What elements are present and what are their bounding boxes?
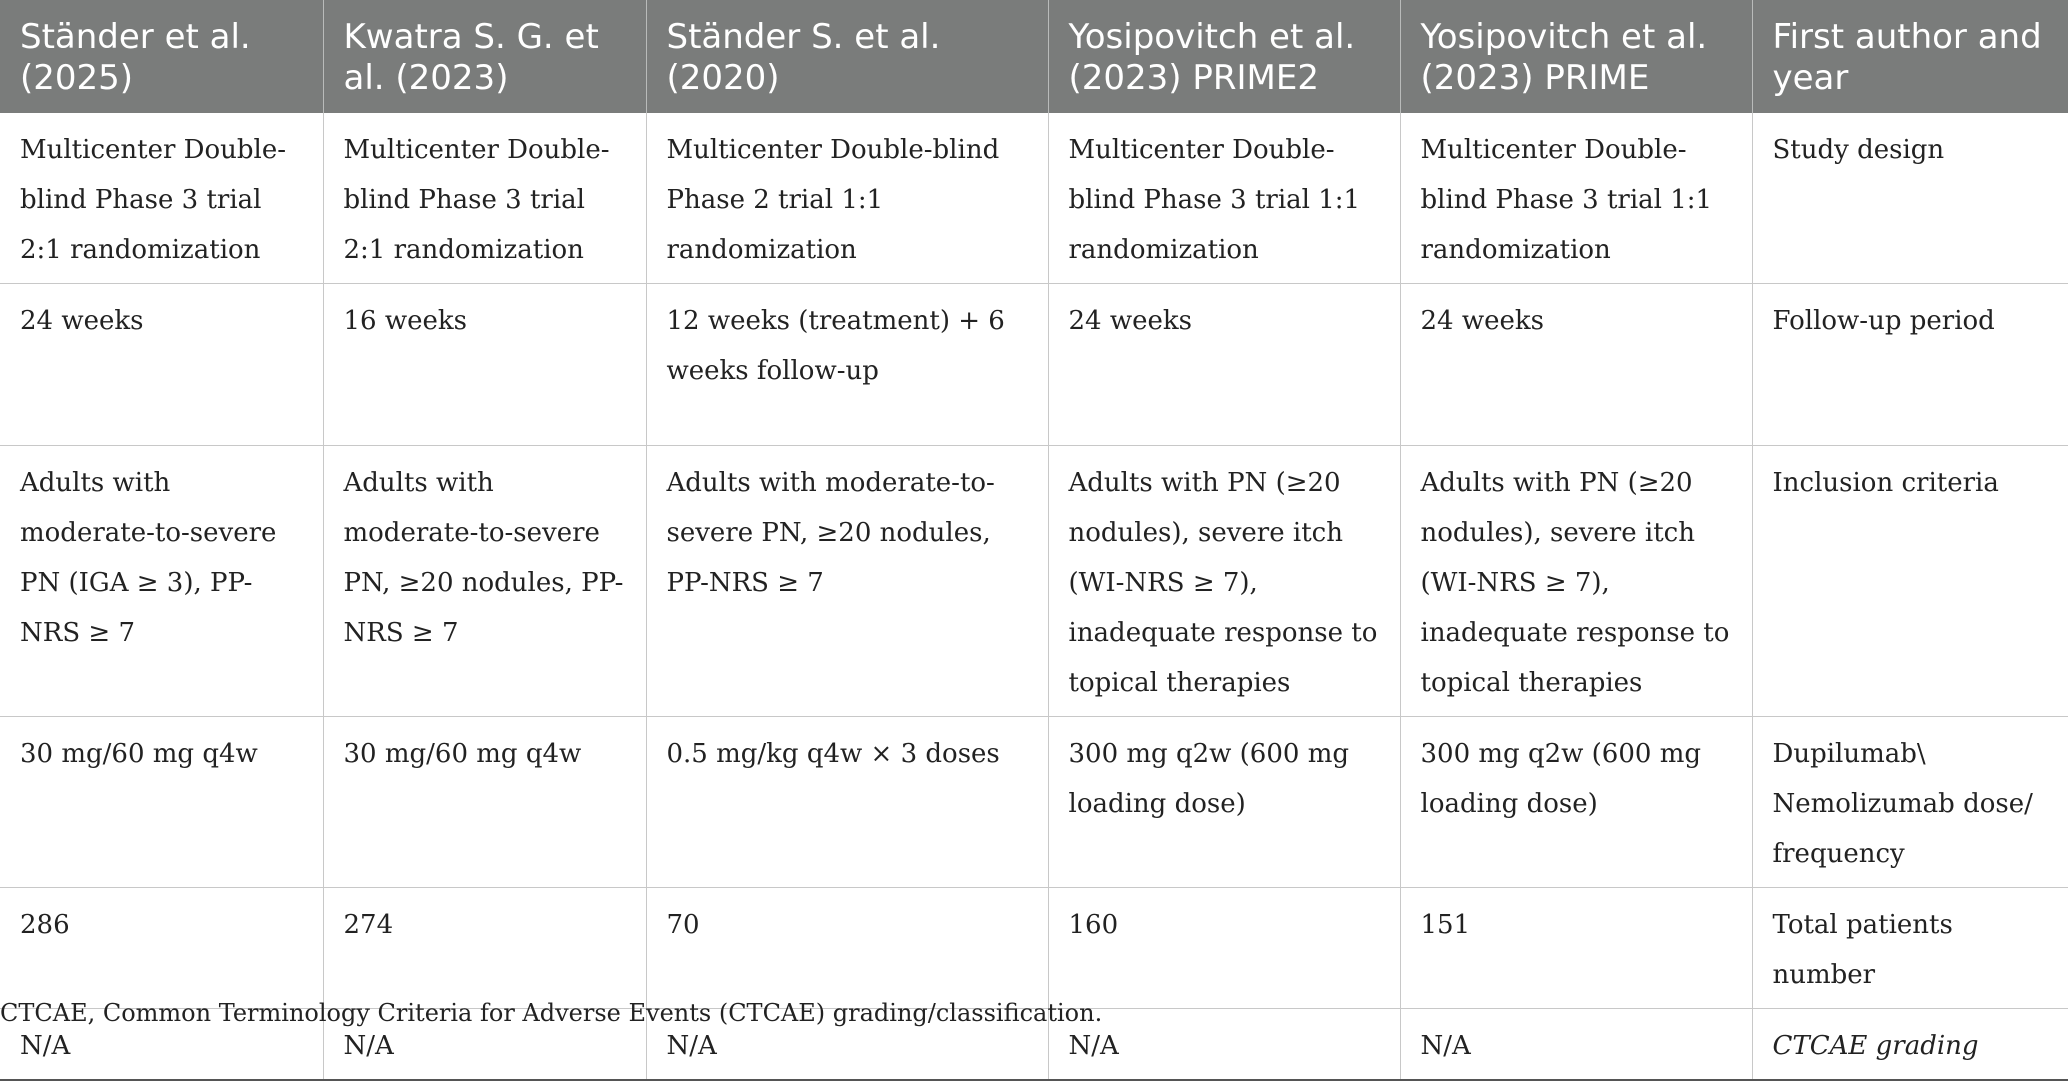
table-cell: N/A xyxy=(0,1009,323,1081)
table-cell: 16 weeks xyxy=(323,284,646,446)
row-label-cell: CTCAE grading xyxy=(1752,1009,2068,1081)
table-cell: 160 xyxy=(1048,888,1400,1009)
table-cell: 0.5 mg/kg q4w × 3 doses xyxy=(646,717,1048,888)
table-cell: 70 xyxy=(646,888,1048,1009)
table-cell: N/A xyxy=(323,1009,646,1081)
table-cell: N/A xyxy=(646,1009,1048,1081)
table-row-inclusion-criteria xyxy=(0,446,2068,717)
table-cell: 274 xyxy=(323,888,646,1009)
table-cell: Adults with moderate-to-severe PN, ≥20 nodules, PP-NRS ≥ 7 xyxy=(646,446,1048,717)
table-cell: 24 weeks xyxy=(1400,284,1752,446)
table-cell: Adults with PN (≥20 nodules), severe itch (WI-NRS ≥ 7), inadequate response to topical therapies xyxy=(1400,446,1752,717)
header-cell-col-4: Yosipovitch et al. (2023) PRIME2 xyxy=(1048,0,1400,113)
table-cell: 300 mg q2w (600 mg loading dose) xyxy=(1400,717,1752,888)
table-cell: N/A xyxy=(1400,1009,1752,1081)
table-row-study-design xyxy=(0,113,2068,284)
table-cell: 286 xyxy=(0,888,323,1009)
table-cell: Adults with moderate-to-severe PN, ≥20 nodules, PP-NRS ≥ 7 xyxy=(323,446,646,717)
header-cell-col-2: Kwatra S. G. et al. (2023) xyxy=(323,0,646,113)
row-label-cell: Inclusion criteria xyxy=(1752,446,2068,717)
row-label-cell: Study design xyxy=(1752,113,2068,284)
table-cell: Multicenter Double-blind Phase 3 trial 1:1 randomization xyxy=(1048,113,1400,284)
table-cell: Multicenter Double-blind Phase 3 trial 1:1 randomization xyxy=(1400,113,1752,284)
header-cell-col-1: Ständer et al. (2025) xyxy=(0,0,323,113)
table-cell: Multicenter Double-blind Phase 3 trial 2:1 randomization xyxy=(0,113,323,284)
header-cell-col-6: First author and year xyxy=(1752,0,2068,113)
table-row-follow-up xyxy=(0,284,2068,446)
table-row-dose-frequency xyxy=(0,717,2068,888)
header-cell-col-5: Yosipovitch et al. (2023) PRIME xyxy=(1400,0,1752,113)
row-label-cell: Dupilumab\ Nemolizumab dose/ frequency xyxy=(1752,717,2068,888)
row-label-cell: Total patients number xyxy=(1752,888,2068,1009)
table-cell: 12 weeks (treatment) + 6 weeks follow-up xyxy=(646,284,1048,446)
table-cell: 24 weeks xyxy=(0,284,323,446)
table-cell: N/A xyxy=(1048,1009,1400,1081)
row-label-cell: Follow-up period xyxy=(1752,284,2068,446)
table-row-total-patients xyxy=(0,888,2068,1009)
table-cell: Adults with moderate-to-severe PN (IGA ≥ 3), PP-NRS ≥ 7 xyxy=(0,446,323,717)
table-cell: 30 mg/60 mg q4w xyxy=(0,717,323,888)
table-header-row xyxy=(0,0,2068,113)
table-cell: Multicenter Double-blind Phase 3 trial 2:1 randomization xyxy=(323,113,646,284)
header-cell-col-3: Ständer S. et al. (2020) xyxy=(646,0,1048,113)
table-cell: 30 mg/60 mg q4w xyxy=(323,717,646,888)
table-cell: 24 weeks xyxy=(1048,284,1400,446)
table-cell: Multicenter Double-blind Phase 2 trial 1:1 randomization xyxy=(646,113,1048,284)
table-footnote: CTCAE, Common Terminology Criteria for Adverse Events (CTCAE) grading/classification. xyxy=(0,999,1103,1027)
table-cell: 300 mg q2w (600 mg loading dose) xyxy=(1048,717,1400,888)
table-cell: 151 xyxy=(1400,888,1752,1009)
table-cell: Adults with PN (≥20 nodules), severe itch (WI-NRS ≥ 7), inadequate response to topical therapies xyxy=(1048,446,1400,717)
